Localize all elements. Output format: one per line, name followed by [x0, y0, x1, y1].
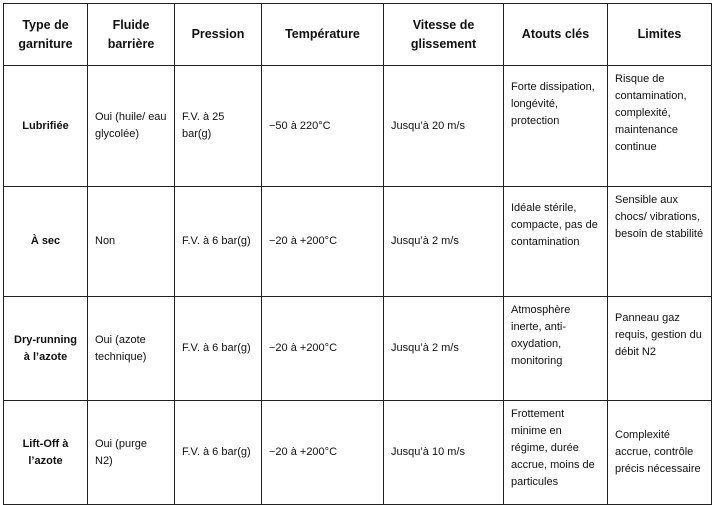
header-speed: Vitesse de glissement — [384, 4, 504, 66]
cell-temperature: −20 à +200°C — [262, 401, 384, 505]
cell-limits: Complexité accrue, contrôle précis nécessaire — [608, 401, 712, 505]
cell-speed: Jusqu’à 10 m/s — [384, 401, 504, 505]
cell-type: Lift-Off à l’azote — [4, 401, 88, 505]
cell-assets: Forte dissipation, longévité, protection — [504, 66, 608, 187]
cell-fluid: Oui (huile/ eau glycolée) — [88, 66, 175, 187]
header-assets: Atouts clés — [504, 4, 608, 66]
cell-pressure: F.V. à 6 bar(g) — [175, 401, 262, 505]
table-row — [4, 66, 712, 187]
cell-speed: Jusqu’à 20 m/s — [384, 66, 504, 187]
table-row — [4, 187, 712, 297]
header-pressure: Pression — [175, 4, 262, 66]
cell-fluid: Oui (purge N2) — [88, 401, 175, 505]
cell-limits: Risque de contamination, complexité, maintenance continue — [608, 66, 712, 187]
cell-assets: Idéale stérile, compacte, pas de contamination — [504, 187, 608, 297]
comparison-table-wrapper — [3, 3, 712, 505]
cell-type: Lubrifiée — [4, 66, 88, 187]
cell-pressure: F.V. à 25 bar(g) — [175, 66, 262, 187]
header-limits: Limites — [608, 4, 712, 66]
cell-temperature: −20 à +200°C — [262, 297, 384, 401]
cell-speed: Jusqu’à 2 m/s — [384, 297, 504, 401]
cell-type: Dry-running à l’azote — [4, 297, 88, 401]
cell-speed: Jusqu’à 2 m/s — [384, 187, 504, 297]
table-row — [4, 297, 712, 401]
cell-assets: Frottement minime en régime, durée accrue, moins de particules — [504, 401, 608, 505]
cell-limits: Panneau gaz requis, gestion du débit N2 — [608, 297, 712, 401]
cell-temperature: −50 à 220°C — [262, 66, 384, 187]
seal-comparison-table — [3, 3, 712, 505]
cell-assets: Atmosphère inerte, anti-oxydation, monitoring — [504, 297, 608, 401]
header-fluid: Fluide barrière — [88, 4, 175, 66]
cell-type: À sec — [4, 187, 88, 297]
header-type: Type de garniture — [4, 4, 88, 66]
cell-limits: Sensible aux chocs/ vibrations, besoin de stabilité — [608, 187, 712, 297]
table-row — [4, 401, 712, 505]
cell-fluid: Non — [88, 187, 175, 297]
header-temperature: Température — [262, 4, 384, 66]
cell-fluid: Oui (azote technique) — [88, 297, 175, 401]
cell-pressure: F.V. à 6 bar(g) — [175, 297, 262, 401]
cell-pressure: F.V. à 6 bar(g) — [175, 187, 262, 297]
cell-temperature: −20 à +200°C — [262, 187, 384, 297]
header-row — [4, 4, 712, 66]
